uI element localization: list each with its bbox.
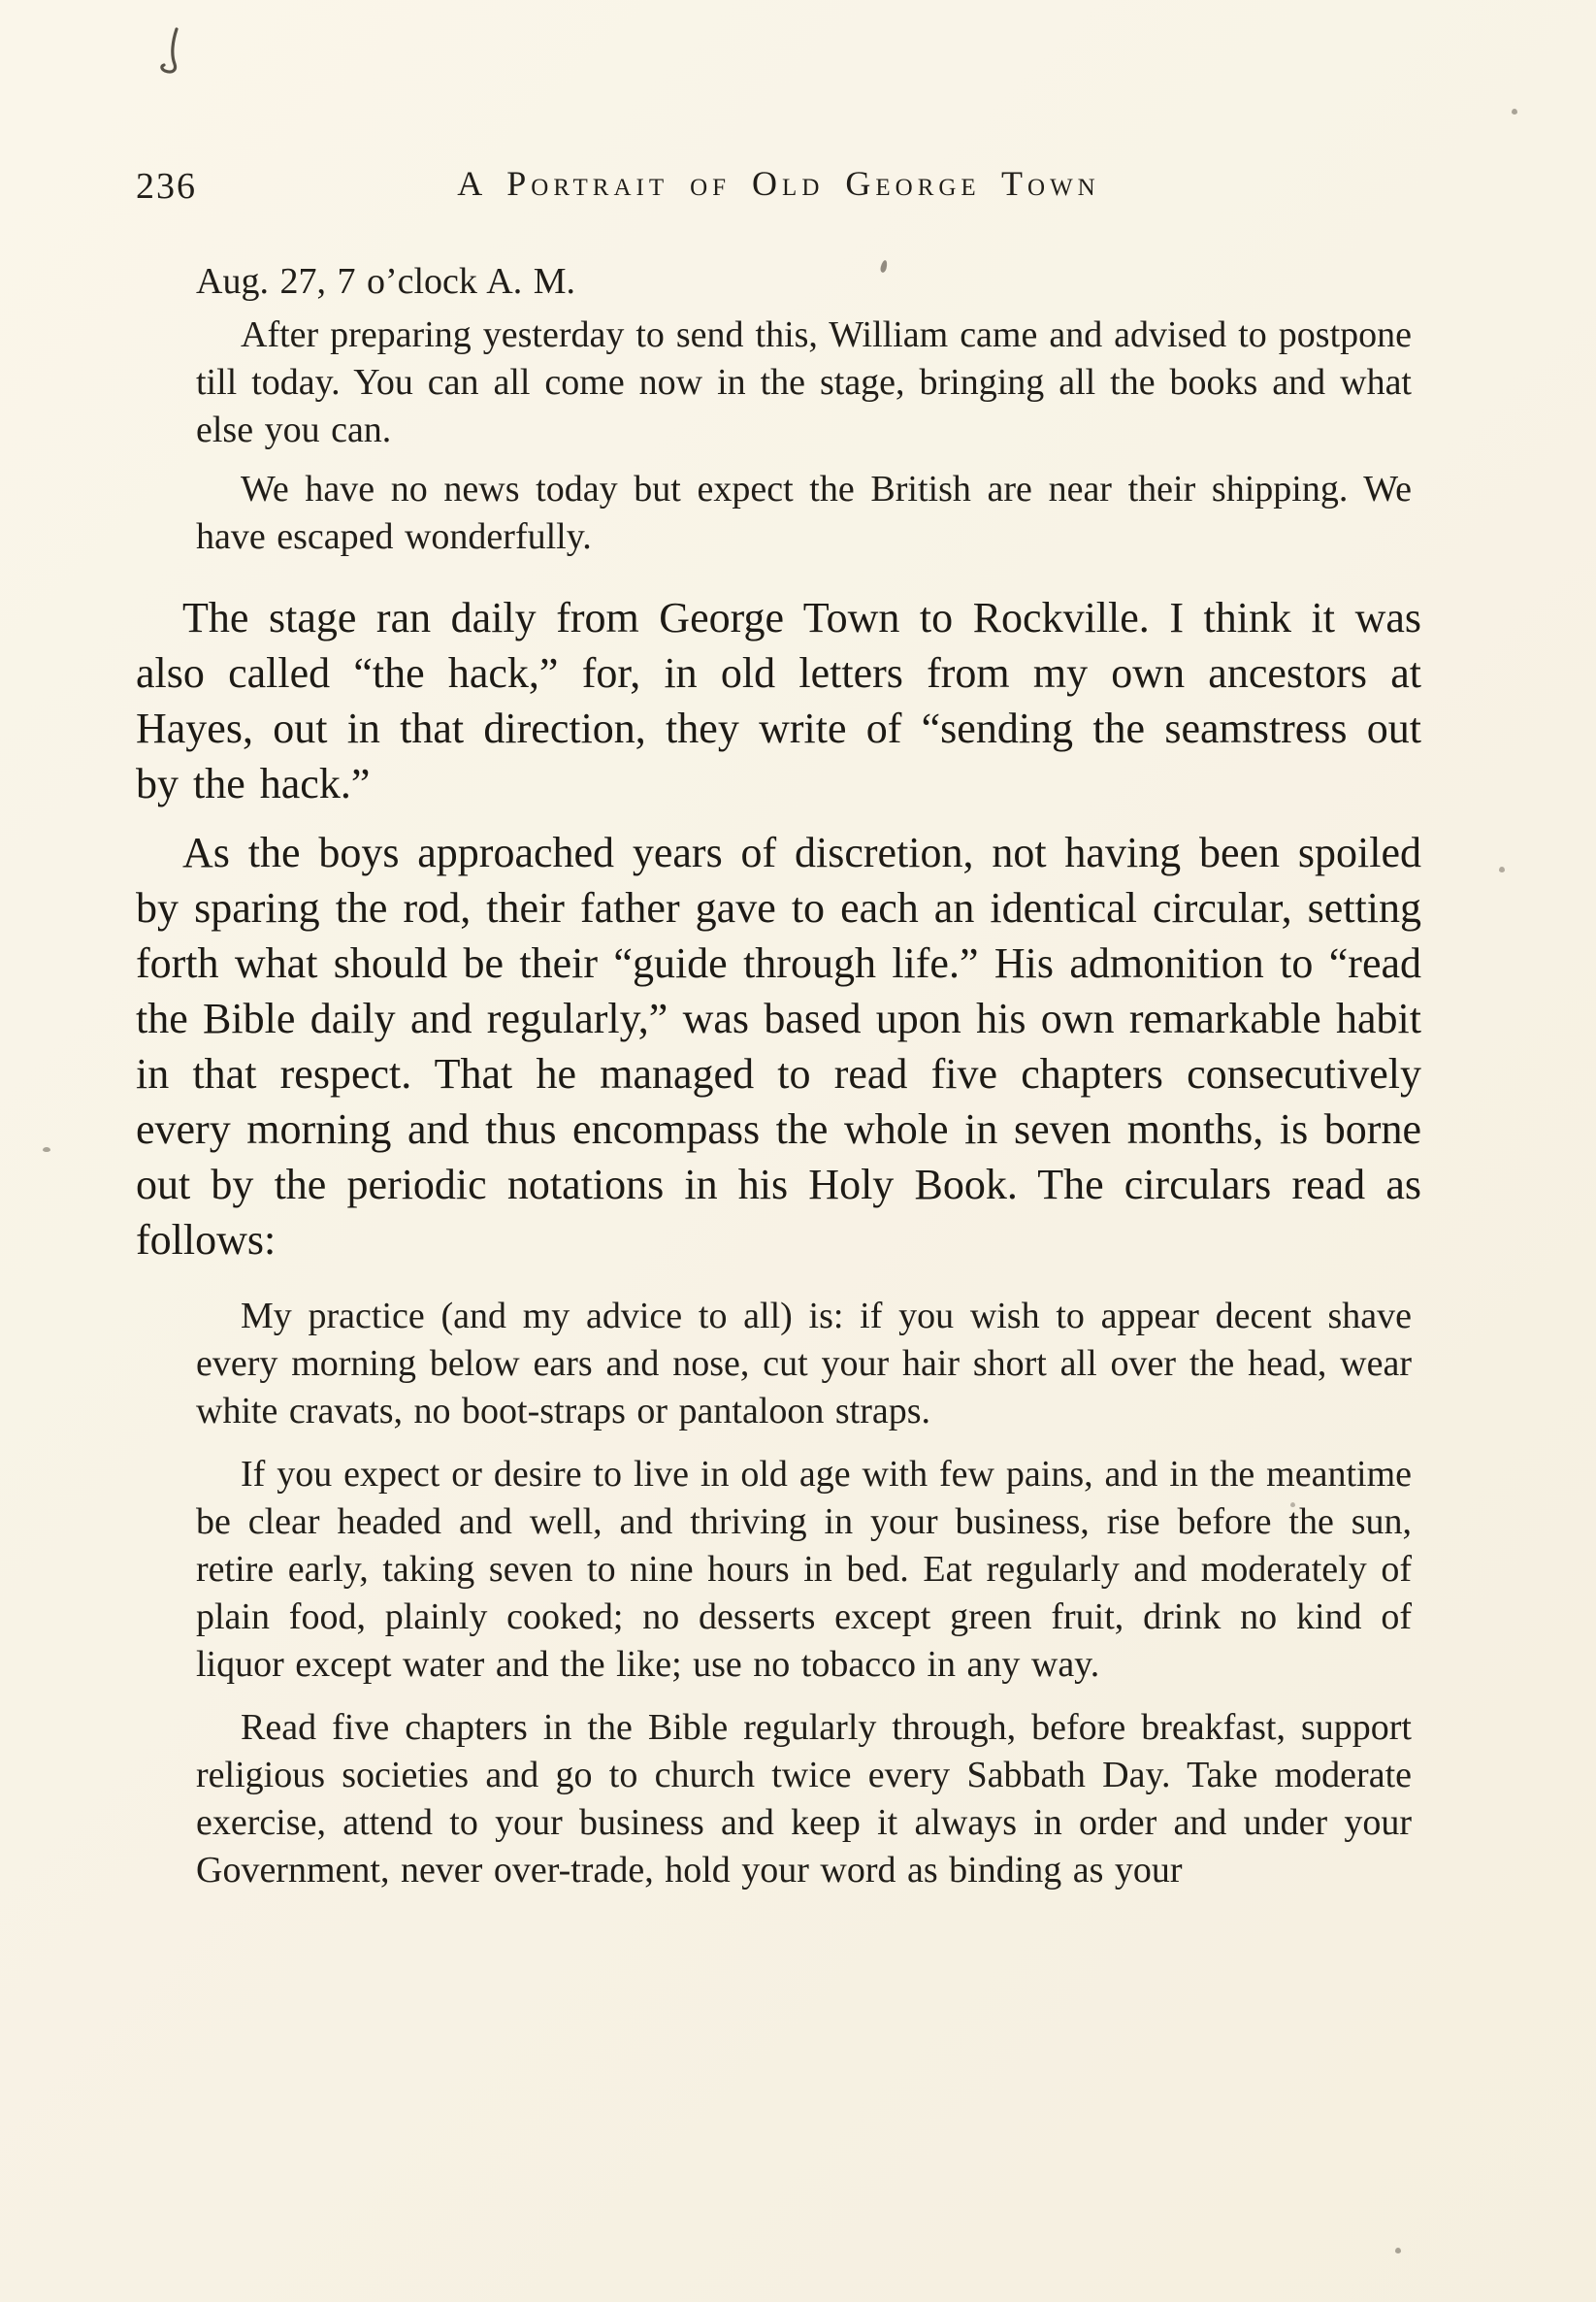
body-paragraph: The stage ran daily from George Town to Rockville. I think it was also called “the hack,” for, in old letters from my own ancestors at Hayes, out in that direction, they write of “sending the seamstress out by the hack.” bbox=[136, 594, 1421, 807]
letter-paragraph: After preparing yesterday to send this, William came and advised to postpone till today. You can all come now in the stage, bringing all the books and what else you can. bbox=[196, 314, 1412, 450]
letter-paragraph: We have no news today but expect the British are near their shipping. We have escaped wonderfully. bbox=[196, 469, 1412, 557]
circular-paragraph: Read five chapters in the Bible regularly through, before breakfast, support religious societies and go to church twice every Sabbath Day. Take moderate exercise, attend to your business and keep it always in order and under your Government, never over-trade, hold your word as binding as your bbox=[196, 1707, 1412, 1891]
page-number: 236 bbox=[136, 166, 197, 207]
pen-mark bbox=[153, 27, 192, 78]
circular-excerpt bbox=[196, 1293, 1412, 1894]
letter-excerpt bbox=[196, 258, 1412, 561]
letter-dateline: Aug. 27, 7 o’clock A. M. bbox=[196, 261, 576, 302]
scan-speck bbox=[1395, 2248, 1401, 2253]
scan-speck bbox=[1512, 109, 1517, 115]
circular-paragraph: My practice (and my advice to all) is: if you wish to appear decent shave every morning below ears and nose, cut your hair short all over the head, wear white cravats, no boot-straps or pantaloon straps. bbox=[196, 1296, 1412, 1431]
text-column bbox=[136, 163, 1421, 1910]
scan-speck bbox=[1499, 867, 1505, 872]
page-header bbox=[136, 163, 1421, 215]
scan-speck bbox=[43, 1147, 50, 1152]
body-paragraph: As the boys approached years of discretion, not having been spoiled by sparing the rod, their father gave to each an identical circular, setting forth what should be their “guide through life.” His admonition to “read the Bible daily and regularly,” was based upon his own remarkable habit in that respect. That he managed to read five chapters consecutively every morning and thus encompass the whole in seven months, is borne out by the periodic notations in his Holy Book. The circulars read as follows: bbox=[136, 829, 1421, 1264]
circular-paragraph: If you expect or desire to live in old age with few pains, and in the meantime be clear headed and well, and thriving in your business, rise before the sun, retire early, taking seven to nine hours in bed. Eat regularly and moderately of plain food, plainly cooked; no desserts except green fruit, drink no kind of liquor except water and the like; use no tobacco in any way. bbox=[196, 1454, 1412, 1685]
running-title: A Portrait of Old George Town bbox=[457, 164, 1100, 203]
